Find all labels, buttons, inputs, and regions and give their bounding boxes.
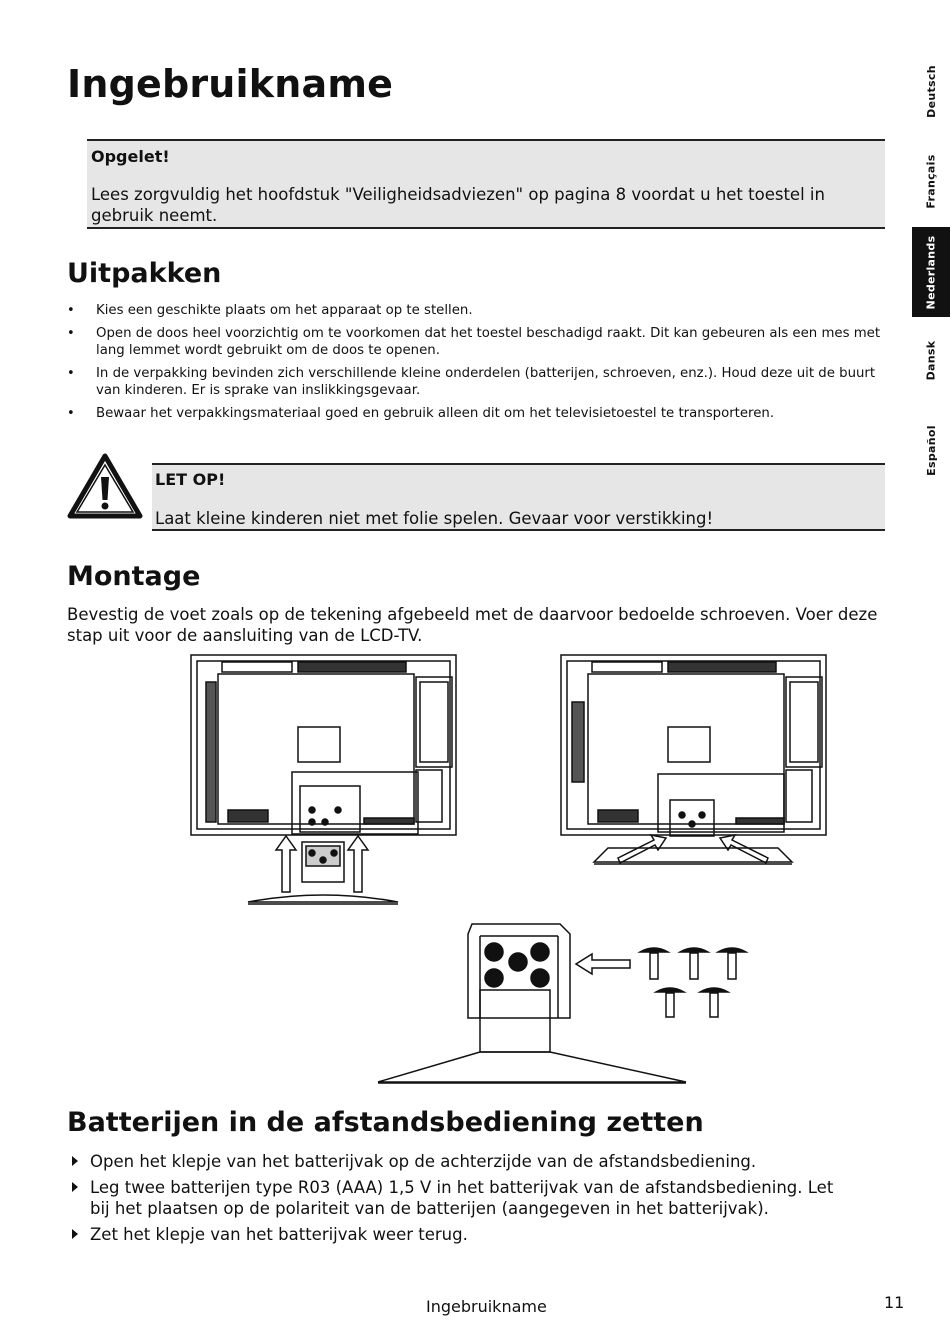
page-number: 11	[884, 1293, 905, 1312]
warning-box	[152, 463, 885, 531]
tab-nederlands[interactable]: Nederlands	[912, 227, 950, 317]
batteries-list	[67, 1151, 857, 1250]
tv-stand-illustration-left	[188, 652, 458, 912]
list-item: • Bewaar het verpakkingsmateriaal goed en gebruik alleen dit om het televisietoestel te transporteren.	[67, 405, 887, 422]
warning-heading: LET OP!	[155, 470, 226, 489]
list-item: • Kies een geschikte plaats om het apparaat op te stellen.	[67, 302, 887, 319]
list-item: • Open de doos heel voorzichtig om te voorkomen dat het toestel beschadigd raakt. Dit kan gebeuren als een mes met lang lemmet wordt gebruikt om de doos te openen.	[67, 325, 887, 359]
tab-espanol[interactable]: Español	[924, 424, 938, 476]
tv-stand-illustration-right	[558, 652, 828, 882]
footer-section-title: Ingebruikname	[426, 1297, 547, 1316]
notice-box	[87, 139, 885, 229]
list-item	[67, 1151, 857, 1172]
arrow-bullet-icon	[72, 1156, 78, 1166]
notice-heading: Opgelet!	[91, 147, 170, 166]
section-heading-montage: Montage	[67, 561, 201, 592]
unpack-list	[67, 302, 887, 428]
stand-screws-illustration	[354, 920, 754, 1085]
arrow-bullet-icon	[72, 1229, 78, 1239]
list-item	[67, 1177, 857, 1219]
page-title: Ingebruikname	[67, 62, 394, 106]
warning-text: Laat kleine kinderen niet met folie spelen. Gevaar voor verstikking!	[155, 509, 714, 528]
list-item-text: Leg twee batterijen type R03 (AAA) 1,5 V in het batterijvak van de afstandsbediening. Let bij het plaatsen op de polariteit van de batterijen (aangegeven in het batterijvak).	[90, 1178, 834, 1218]
list-item-text: Zet het klepje van het batterijvak weer terug.	[90, 1225, 468, 1244]
list-item: • In de verpakking bevinden zich verschillende kleine onderdelen (batterijen, schroeven, enz.). Houd deze uit de buurt van kinderen. Er is sprake van inslikkingsgevaar.	[67, 365, 887, 399]
list-item	[67, 1224, 857, 1245]
tab-francais[interactable]: Français	[924, 153, 938, 209]
arrow-bullet-icon	[72, 1182, 78, 1192]
section-heading-unpack: Uitpakken	[67, 258, 222, 289]
notice-text: Lees zorgvuldig het hoofdstuk "Veiligheidsadviezen" op pagina 8 voordat u het toestel in gebruik neemt.	[91, 185, 825, 225]
tab-dansk[interactable]: Dansk	[924, 340, 938, 380]
montage-text: Bevestig de voet zoals op de tekening afgebeeld met de daarvoor bedoelde schroeven. Voer deze stap uit voor de aansluiting van de LCD-TV.	[67, 605, 878, 645]
warning-triangle-icon	[67, 453, 143, 519]
list-item-text: Open het klepje van het batterijvak op de achterzijde van de afstandsbediening.	[90, 1152, 757, 1171]
section-heading-batteries: Batterijen in de afstandsbediening zetten	[67, 1107, 704, 1138]
tab-deutsch[interactable]: Deutsch	[924, 64, 938, 118]
